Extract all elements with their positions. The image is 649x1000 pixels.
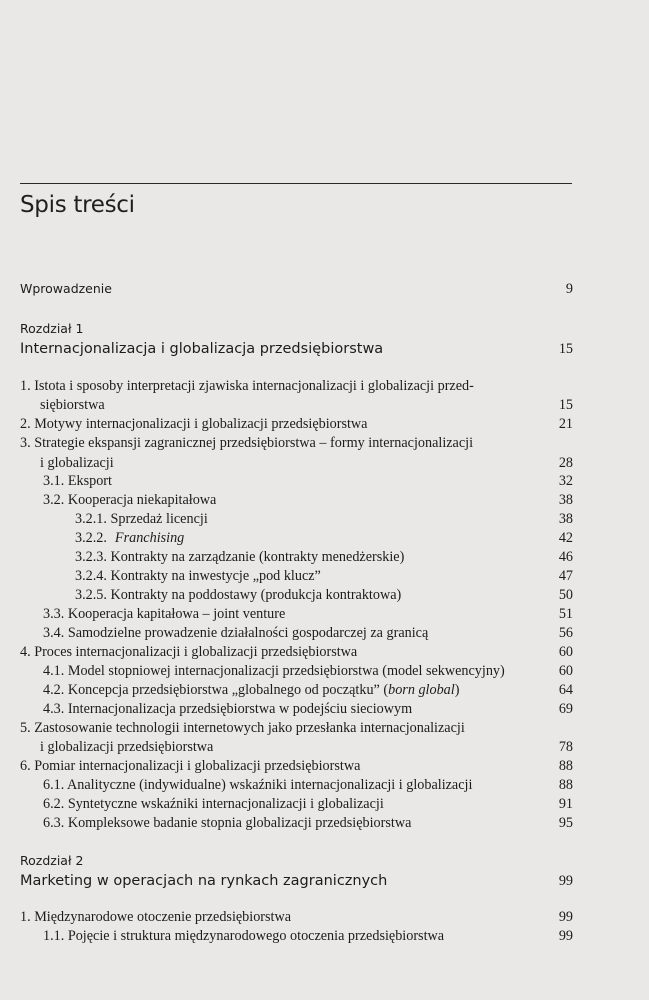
page-number: 51: [558, 606, 573, 622]
toc-entry-3-1[interactable]: [20, 472, 573, 490]
toc-entry-2[interactable]: [20, 415, 573, 433]
entry-text: 4.2. Koncepcja przedsiębiorstwa „globalnego od początku” (: [43, 682, 389, 698]
page-number: 78: [558, 739, 573, 755]
toc-entry-intro[interactable]: [20, 280, 573, 298]
toc-entry-3-3[interactable]: [20, 605, 573, 623]
toc-entry-1-cont: [20, 396, 573, 414]
entry-text: 3.2.1. Sprzedaż licencji: [75, 511, 208, 527]
entry-text: 4.1. Model stopniowej internacjonalizacji przedsiębiorstwa (model sekwencyjny): [43, 663, 505, 679]
toc-entry-5[interactable]: 5. Zastosowanie technologii internetowych jako przesłanka internacjonalizacji: [20, 720, 465, 736]
entry-text: 6.2. Syntetyczne wskaźniki internacjonalizacji i globalizacji: [43, 796, 384, 812]
entry-text: 3.3. Kooperacja kapitałowa – joint venture: [43, 606, 286, 622]
toc-entry-ch2-1[interactable]: [20, 908, 573, 926]
page-number: 21: [558, 416, 573, 432]
page-number: 42: [558, 530, 573, 546]
page-number: 99: [558, 909, 573, 925]
toc-entry-3[interactable]: 3. Strategie ekspansji zagranicznej przedsiębiorstwa – formy internacjonalizacji: [20, 435, 474, 451]
page-number: 15: [558, 341, 573, 357]
entry-text: 4. Proces internacjonalizacji i globalizacji przedsiębiorstwa: [20, 644, 358, 660]
page-number: 88: [558, 777, 573, 793]
entry-text: Franchising: [114, 530, 185, 546]
toc-entry-3-cont: [20, 454, 573, 472]
page-number: 56: [558, 625, 573, 641]
entry-text: 3.2.5. Kontrakty na poddostawy (produkcja kontraktowa): [75, 587, 402, 603]
page-number: 60: [558, 663, 573, 679]
entry-text: 3.4. Samodzielne prowadzenie działalności gospodarczej za granicą: [43, 625, 429, 641]
toc-entry-3-2-4[interactable]: [20, 567, 573, 585]
page-number: 47: [558, 568, 573, 584]
toc-entry-6[interactable]: [20, 757, 573, 775]
header-rule: [20, 183, 572, 184]
chapter-label: Rozdział 2: [20, 853, 84, 868]
entry-text: 6. Pomiar internacjonalizacji i globalizacji przedsiębiorstwa: [20, 758, 361, 774]
page-number: 50: [558, 587, 573, 603]
entry-text: 3.1. Eksport: [43, 473, 112, 489]
toc-entry-3-2-1[interactable]: [20, 510, 573, 528]
toc-entry-6-1[interactable]: [20, 776, 573, 794]
page-title: Spis treści: [20, 192, 135, 218]
page-number: 69: [558, 701, 573, 717]
toc-entry-3-2-3[interactable]: [20, 548, 573, 566]
chapter-title: Marketing w operacjach na rynkach zagranicznych: [20, 873, 388, 889]
chapter-title: Internacjonalizacja i globalizacja przedsiębiorstwa: [20, 341, 384, 357]
entry-text: i globalizacji: [40, 455, 114, 471]
page-number: 95: [558, 815, 573, 831]
entry-text-end: ): [454, 682, 460, 698]
entry-text: 3.2.3. Kontrakty na zarządzanie (kontrakty menedżerskie): [75, 549, 405, 565]
toc-entry-4[interactable]: [20, 643, 573, 661]
toc-entry-ch2-1-1[interactable]: [20, 927, 573, 945]
toc-chapter-1[interactable]: [20, 340, 573, 358]
entry-text: 6.3. Kompleksowe badanie stopnia globalizacji przedsiębiorstwa: [43, 815, 412, 831]
toc-entry-1[interactable]: 1. Istota i sposoby interpretacji zjawiska internacjonalizacji i globalizacji przed-: [20, 378, 474, 394]
toc-entry-4-1[interactable]: [20, 662, 573, 680]
toc-entry-5-cont: [20, 738, 573, 756]
entry-number: 3.2.2.: [75, 530, 107, 546]
page-number: 15: [558, 397, 573, 413]
page-number: 60: [558, 644, 573, 660]
page-number: 88: [558, 758, 573, 774]
entry-text: 6.1. Analityczne (indywidualne) wskaźniki internacjonalizacji i globalizacji: [43, 777, 473, 793]
toc-entry-3-2[interactable]: [20, 491, 573, 509]
page-number: 9: [565, 281, 573, 297]
toc-entry-6-2[interactable]: [20, 795, 573, 813]
toc-chapter-2[interactable]: [20, 872, 573, 890]
entry-text: 3.2. Kooperacja niekapitałowa: [43, 492, 217, 508]
entry-text: i globalizacji przedsiębiorstwa: [40, 739, 214, 755]
toc-entry-4-2[interactable]: [20, 681, 573, 699]
chapter-label: Rozdział 1: [20, 321, 84, 336]
page-number: 32: [558, 473, 573, 489]
toc-entry-6-3[interactable]: [20, 814, 573, 832]
entry-text-italic: born global: [388, 682, 455, 698]
page-number: 28: [558, 455, 573, 471]
entry-text: 3.2.4. Kontrakty na inwestycje „pod klucz”: [75, 568, 321, 584]
page-number: 64: [558, 682, 573, 698]
page-number: 91: [558, 796, 573, 812]
page-number: 38: [558, 492, 573, 508]
entry-label: Wprowadzenie: [20, 281, 112, 296]
page-number: 99: [558, 873, 573, 889]
toc-entry-4-3[interactable]: [20, 700, 573, 718]
toc-entry-3-2-2[interactable]: [20, 529, 573, 547]
page-number: 99: [558, 928, 573, 944]
entry-text: 4.3. Internacjonalizacja przedsiębiorstwa w podejściu sieciowym: [43, 701, 413, 717]
page-number: 38: [558, 511, 573, 527]
toc-entry-3-4[interactable]: [20, 624, 573, 642]
entry-text: 2. Motywy internacjonalizacji i globalizacji przedsiębiorstwa: [20, 416, 368, 432]
toc-entry-3-2-5[interactable]: [20, 586, 573, 604]
entry-text: siębiorstwa: [40, 397, 105, 413]
entry-text: 1. Międzynarodowe otoczenie przedsiębiorstwa: [20, 909, 292, 925]
page-number: 46: [558, 549, 573, 565]
entry-text: 1.1. Pojęcie i struktura międzynarodowego otoczenia przedsiębiorstwa: [43, 928, 445, 944]
